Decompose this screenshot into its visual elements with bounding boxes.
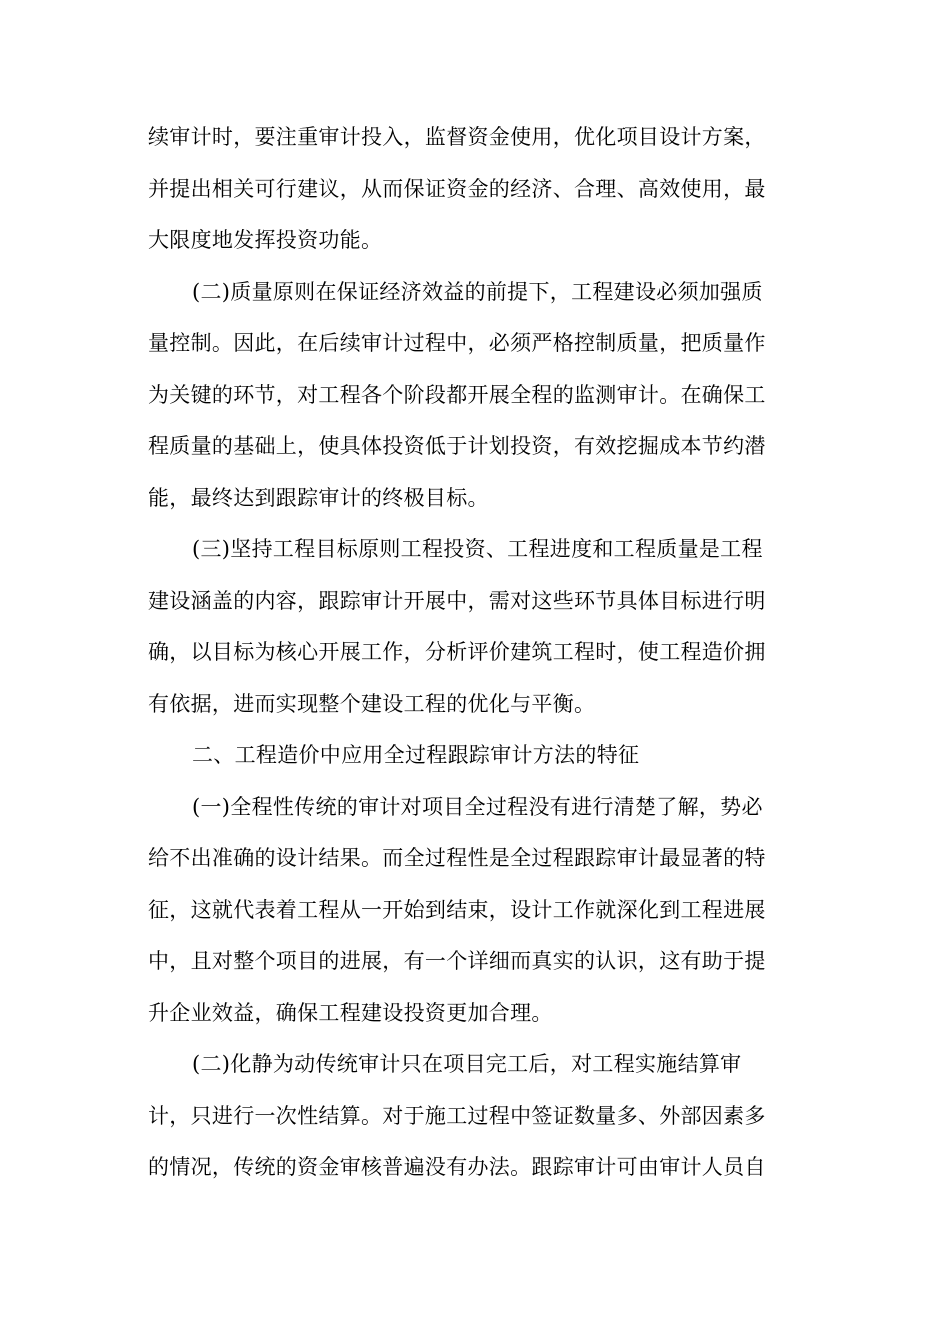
text-line-11: 确，以目标为核心开展工作，分析评价建筑工程时，使工程造价拥 (148, 640, 766, 664)
text-line-2: 并提出相关可行建议，从而保证资金的经济、合理、高效使用，最 (148, 176, 766, 201)
section-heading: 二、工程造价中应用全过程跟踪审计方法的特征 (192, 743, 640, 767)
text-line-10: 建设涵盖的内容，跟踪审计开展中，需对这些环节具体目标进行明 (148, 588, 766, 613)
text-line-16: 征，这就代表着工程从一开始到结束，设计工作就深化到工程进展 (148, 897, 766, 922)
paragraph-start-line: (二)质量原则在保证经济效益的前提下，工程建设必须加强质 (192, 279, 763, 304)
text-line-7: 程质量的基础上，使具体投资低于计划投资，有效挖掘成本节约潜 (148, 434, 766, 458)
text-line-20: 计，只进行一次性结算。对于施工过程中签证数量多、外部因素多 (148, 1103, 766, 1128)
text-line-17: 中，且对整个项目的进展，有一个详细而真实的认识，这有助于提 (148, 949, 766, 973)
text-line-8: 能，最终达到跟踪审计的终极目标。 (148, 485, 489, 510)
text-line-15: 给不出准确的设计结果。而全过程性是全过程跟踪审计最显著的特 (148, 846, 766, 870)
text-line-21: 的情况，传统的资金审核普遍没有办法。跟踪审计可由审计人员自 (148, 1155, 766, 1179)
paragraph-start-line: (三)坚持工程目标原则工程投资、工程进度和工程质量是工程 (192, 537, 763, 561)
text-line-3: 大限度地发挥投资功能。 (148, 228, 383, 252)
paragraph-start-line: (一)全程性传统的审计对项目全过程没有进行清楚了解，势必 (192, 794, 763, 819)
document-body (148, 112, 798, 1194)
text-line-12: 有依据，进而实现整个建设工程的优化与平衡。 (148, 691, 596, 716)
text-line-6: 为关键的环节，对工程各个阶段都开展全程的监测审计。在确保工 (148, 382, 766, 407)
paragraph-start-line: (二)化静为动传统审计只在项目完工后，对工程实施结算审 (192, 1052, 742, 1076)
text-line-18: 升企业效益，确保工程建设投资更加合理。 (148, 1000, 553, 1025)
text-line-1: 续审计时，要注重审计投入，监督资金使用，优化项目设计方案， (148, 125, 766, 149)
text-line-5: 量控制。因此，在后续审计过程中，必须严格控制质量，把质量作 (148, 331, 766, 355)
